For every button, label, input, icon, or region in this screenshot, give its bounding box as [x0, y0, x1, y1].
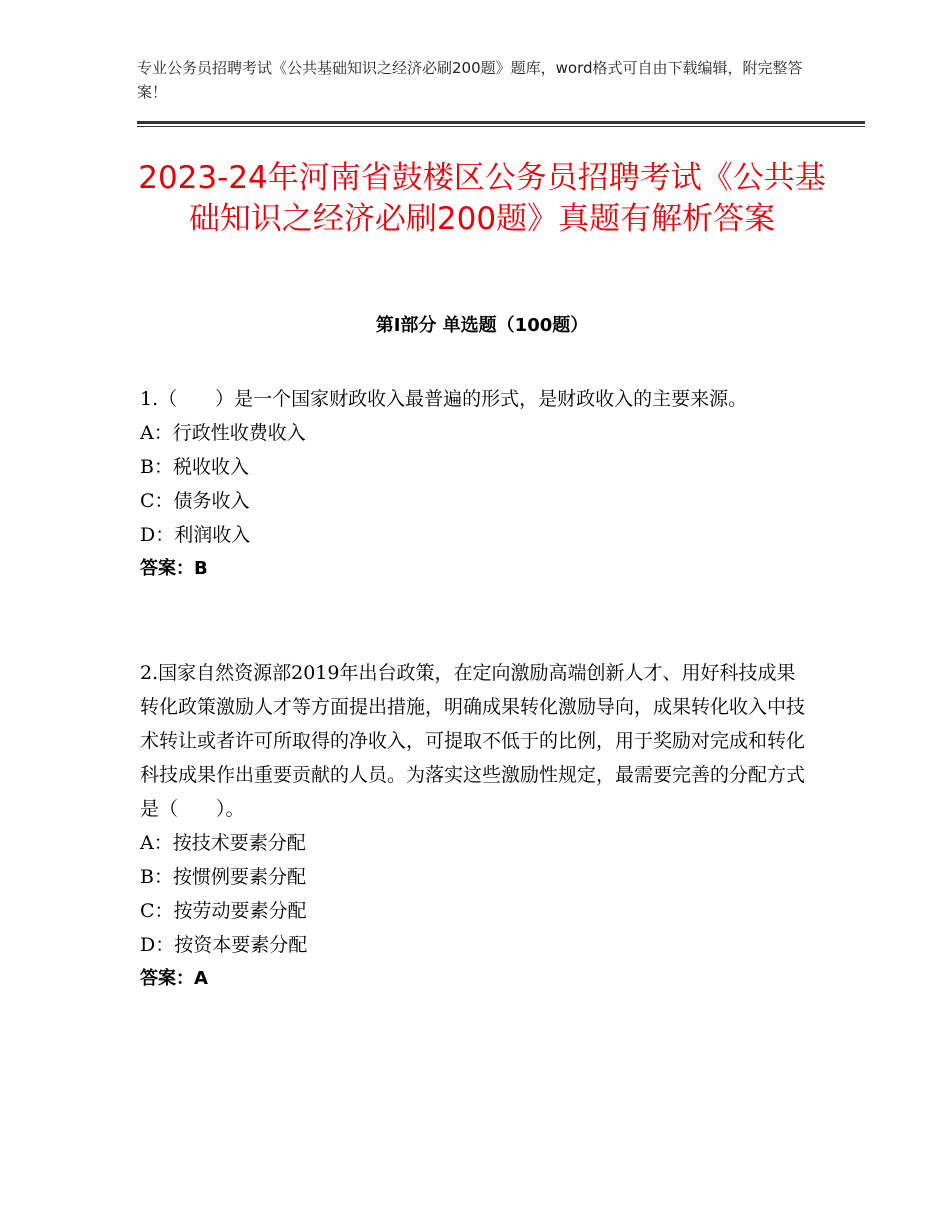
- answer: 答案：B: [140, 558, 208, 579]
- header-note: 专业公务员招聘考试《公共基础知识之经济必刷200题》题库，word格式可自由下载编辑，附完整答案！: [137, 59, 803, 101]
- option-c: C：债务收入: [140, 490, 250, 512]
- section-title: 第Ⅰ部分 单选题（100题）: [375, 315, 589, 336]
- option-d: D：利润收入: [140, 524, 251, 546]
- question-2: [140, 656, 810, 996]
- document-title: 2023-24年河南省鼓楼区公务员招聘考试《公共基础知识之经济必刷200题》真题有解析答案: [138, 160, 826, 237]
- option-a: A：行政性收费收入: [140, 422, 306, 444]
- option-a: A：按技术要素分配: [140, 832, 306, 854]
- question-stem: 2.国家自然资源部2019年出台政策，在定向激励高端创新人才、用好科技成果转化政策激励人才等方面提出措施，明确成果转化激励导向，成果转化收入中技术转让或者许可所取得的净收入，可提取不低于的比例，用于奖励对完成和转化科技成果作出重要贡献的人员。为落实这些激励性规定，最需要完善的分配方式是（ ）。: [140, 662, 806, 820]
- option-c: C：按劳动要素分配: [140, 900, 307, 922]
- answer: 答案：A: [140, 968, 208, 989]
- question-stem: 1.（ ）是一个国家财政收入最普遍的形式，是财政收入的主要来源。: [140, 388, 748, 410]
- header-divider-thin: [137, 126, 865, 127]
- option-b: B：按惯例要素分配: [140, 866, 306, 888]
- option-b: B：税收收入: [140, 456, 249, 478]
- question-1: [140, 382, 810, 586]
- header-divider-thick: [137, 121, 865, 124]
- option-d: D：按资本要素分配: [140, 934, 308, 956]
